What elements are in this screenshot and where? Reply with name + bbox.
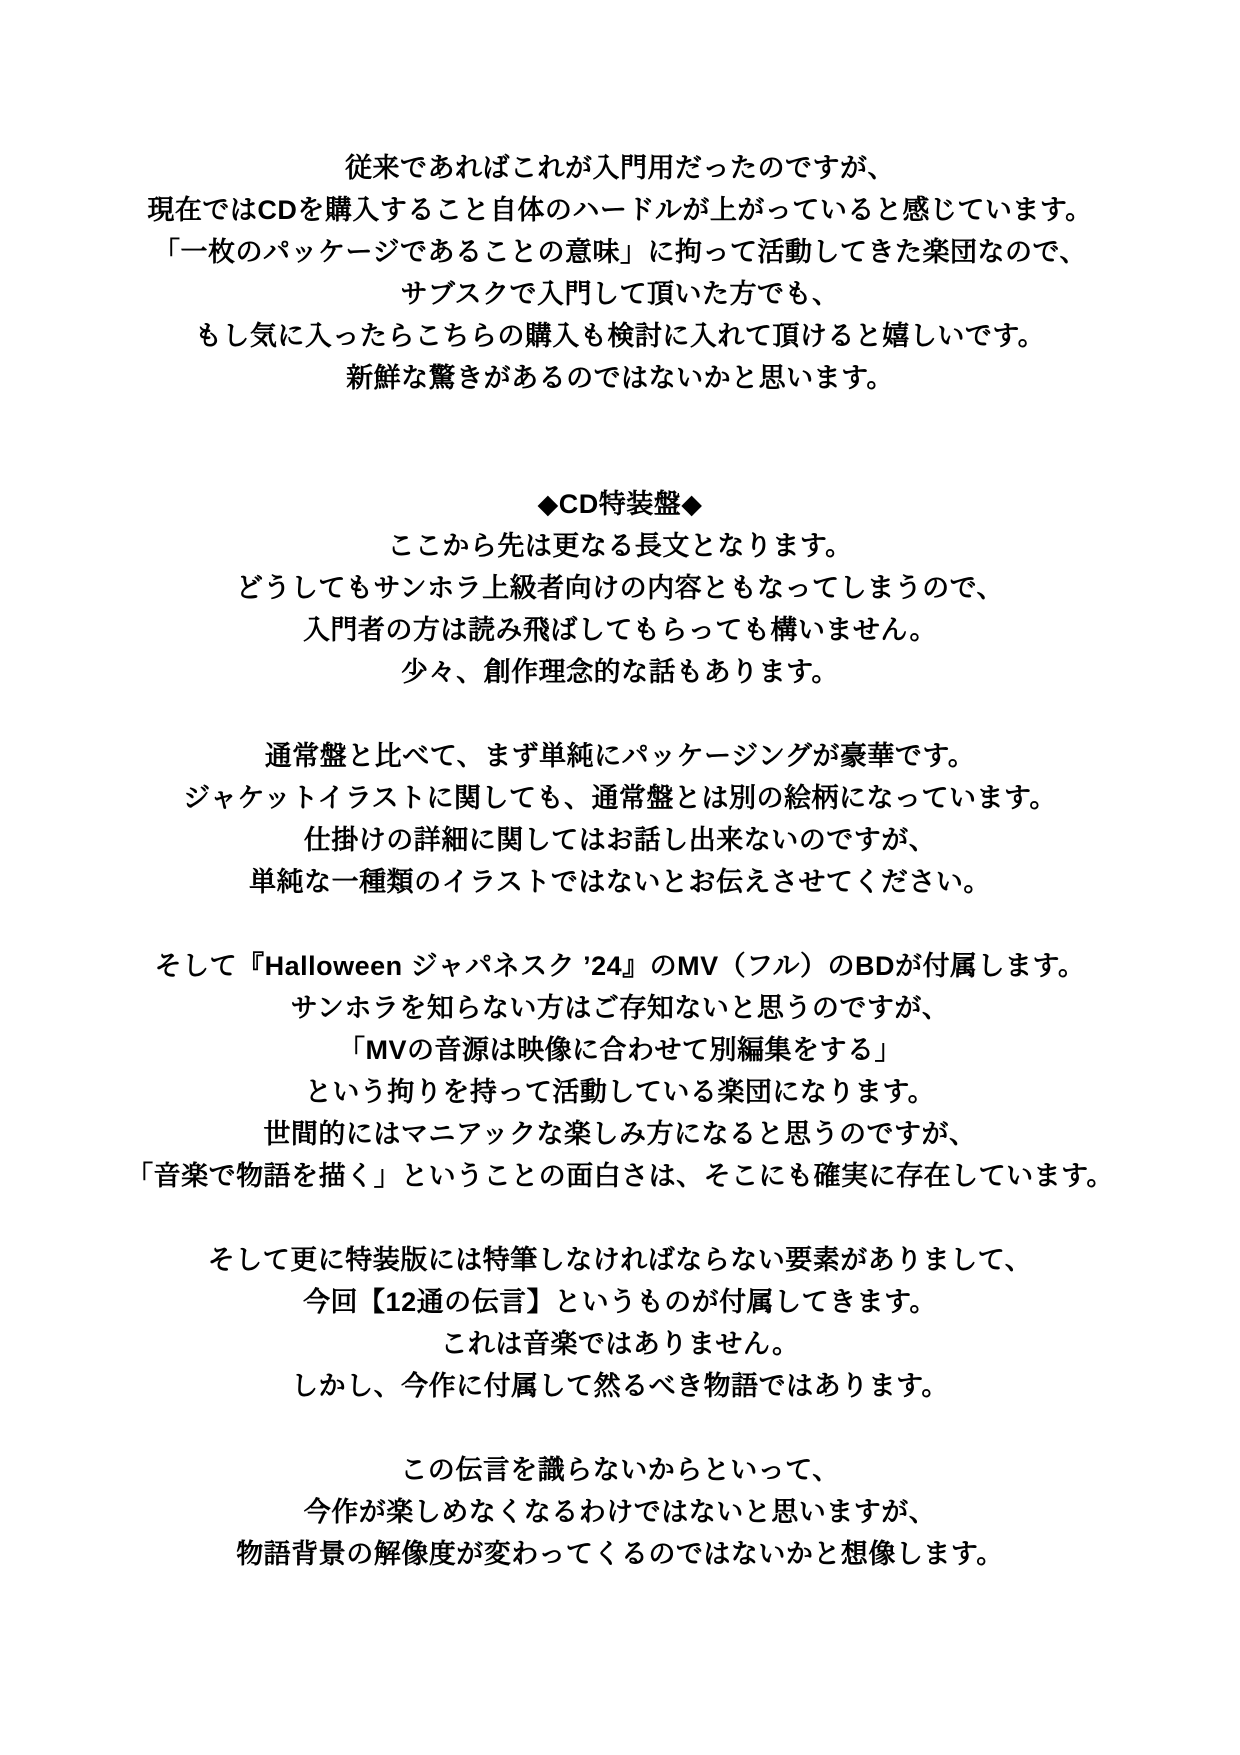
text-line: サブスクで入門して頂いた方でも、 bbox=[400, 279, 840, 309]
paragraph-intro-subscription bbox=[0, 147, 1240, 399]
text-line: 通常盤と比べて、まず単純にパッケージングが豪華です。 bbox=[264, 741, 976, 771]
paragraph-closing bbox=[0, 1449, 1240, 1575]
text-line: これは音楽ではありません。 bbox=[440, 1329, 800, 1359]
text-line: 仕掛けの詳細に関してはお話し出来ないのですが、 bbox=[303, 825, 937, 855]
text-line: そして『Halloween ジャパネスク ’24』のMV（フル）のBDが付属します。 bbox=[154, 951, 1086, 981]
text-line: しかし、今作に付属して然るべき物語ではあります。 bbox=[291, 1371, 949, 1401]
text-line: 世間的にはマニアックな楽しみ方になると思うのですが、 bbox=[263, 1119, 977, 1149]
text-line: そして更に特装版には特筆しなければならない要素がありまして、 bbox=[207, 1245, 1033, 1275]
paragraph-cd-special-edition-intro bbox=[0, 483, 1240, 693]
text-line: 単純な一種類のイラストではないとお伝えさせてください。 bbox=[249, 867, 991, 897]
text-line: 新鮮な驚きがあるのではないかと思います。 bbox=[346, 363, 894, 393]
text-line: 少々、創作理念的な話もあります。 bbox=[401, 657, 839, 687]
section-heading: ◆CD特装盤◆ bbox=[537, 489, 703, 519]
text-line: 「一枚のパッケージであることの意味」に拘って活動してきた楽団なので、 bbox=[153, 237, 1087, 267]
text-line: 現在ではCDを購入すること自体のハードルが上がっていると感じています。 bbox=[147, 195, 1093, 225]
paragraph-twelve-messages bbox=[0, 1239, 1240, 1407]
text-line: サンホラを知らない方はご存知ないと思うのですが、 bbox=[290, 993, 950, 1023]
text-line: 「音楽で物語を描く」ということの面白さは、そこにも確実に存在しています。 bbox=[126, 1161, 1114, 1191]
paragraph-mv-bd bbox=[0, 945, 1240, 1197]
text-line: ジャケットイラストに関しても、通常盤とは別の絵柄になっています。 bbox=[183, 783, 1057, 813]
text-line: 物語背景の解像度が変わってくるのではないかと想像します。 bbox=[236, 1539, 1004, 1569]
text-line: という拘りを持って活動している楽団になります。 bbox=[304, 1077, 936, 1107]
text-line: 今作が楽しめなくなるわけではないと思いますが、 bbox=[303, 1497, 937, 1527]
text-line: どうしてもサンホラ上級者向けの内容ともなってしまうので、 bbox=[235, 573, 1005, 603]
text-line: 「MVの音源は映像に合わせて別編集をする」 bbox=[338, 1035, 902, 1065]
text-line: ここから先は更なる長文となります。 bbox=[387, 531, 853, 561]
text-line: 従来であればこれが入門用だったのですが、 bbox=[345, 153, 895, 183]
text-line: 入門者の方は読み飛ばしてもらっても構いません。 bbox=[302, 615, 938, 645]
text-line: 今回【12通の伝言】というものが付属してきます。 bbox=[303, 1287, 937, 1317]
text-line: もし気に入ったらこちらの購入も検討に入れて頂けると嬉しいです。 bbox=[194, 321, 1046, 351]
paragraph-packaging bbox=[0, 735, 1240, 903]
text-line: この伝言を識らないからといって、 bbox=[400, 1455, 840, 1485]
